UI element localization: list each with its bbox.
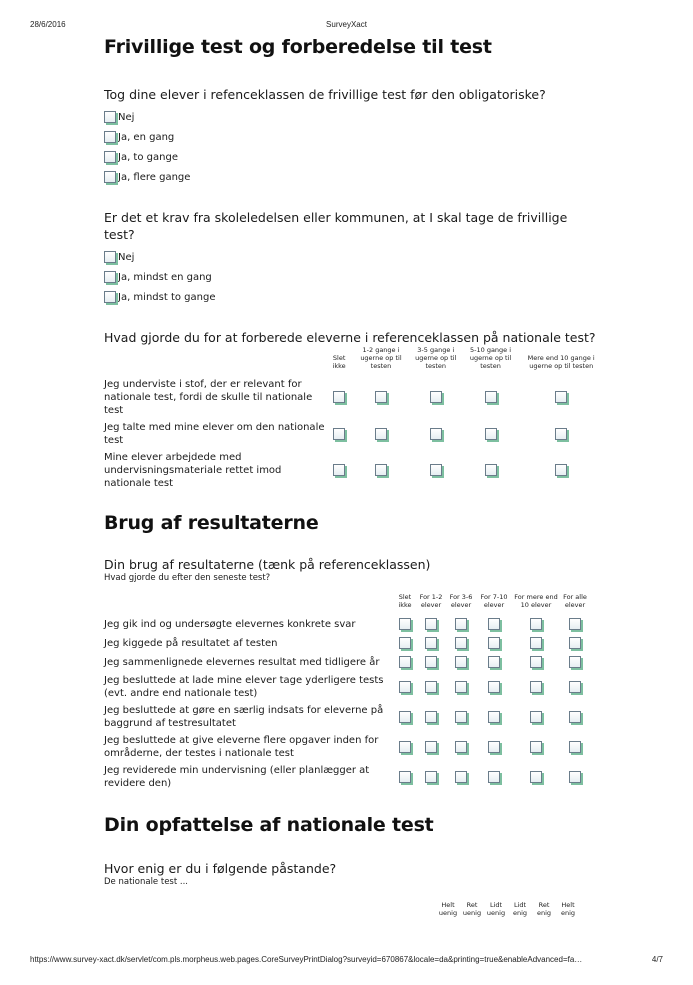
- checkbox[interactable]: [104, 271, 116, 283]
- row-label: Mine elever arbejdede med undervisningsmateriale rettet imod nationale test: [104, 452, 282, 489]
- checkbox[interactable]: [455, 637, 467, 649]
- table-row: [104, 449, 604, 492]
- checkbox[interactable]: [455, 681, 467, 693]
- checkbox[interactable]: [485, 428, 497, 440]
- checkbox[interactable]: [485, 464, 497, 476]
- question-brug-sub: Hvad gjorde du efter den seneste test?: [104, 573, 271, 583]
- checkbox[interactable]: [425, 656, 437, 668]
- checkbox[interactable]: [333, 428, 345, 440]
- row-label: Jeg besluttede at give eleverne flere opgaver inden for områderne, der testes i nationale test: [104, 735, 379, 759]
- option-row[interactable]: [104, 147, 604, 167]
- table-row: [104, 732, 590, 762]
- section-title-opfattelse: Din opfattelse af nationale test: [104, 814, 434, 836]
- checkbox[interactable]: [530, 741, 542, 753]
- checkbox[interactable]: [425, 741, 437, 753]
- column-header: For 7-10 elever: [480, 593, 508, 609]
- checkbox[interactable]: [488, 681, 500, 693]
- checkbox[interactable]: [455, 711, 467, 723]
- option-row[interactable]: [104, 127, 604, 147]
- survey-content: [104, 36, 604, 923]
- checkbox[interactable]: [430, 391, 442, 403]
- brug-grid: [104, 593, 590, 792]
- checkbox[interactable]: [569, 711, 581, 723]
- option-label: Ja, mindst en gang: [118, 271, 212, 283]
- checkbox[interactable]: [104, 171, 116, 183]
- table-row: [104, 653, 590, 672]
- grid-corner: [104, 901, 436, 923]
- checkbox[interactable]: [555, 391, 567, 403]
- checkbox[interactable]: [555, 428, 567, 440]
- checkbox[interactable]: [425, 771, 437, 783]
- table-row: [104, 702, 590, 732]
- column-header: Mere end 10 gange i ugerne op til testen: [527, 354, 595, 370]
- column-header: Lidt enig: [512, 901, 528, 917]
- checkbox[interactable]: [488, 771, 500, 783]
- option-row[interactable]: [104, 167, 604, 187]
- checkbox[interactable]: [430, 428, 442, 440]
- checkbox[interactable]: [530, 656, 542, 668]
- checkbox[interactable]: [104, 251, 116, 263]
- checkbox[interactable]: [569, 618, 581, 630]
- checkbox[interactable]: [425, 681, 437, 693]
- row-label: Jeg kiggede på resultatet af testen: [104, 638, 278, 649]
- checkbox[interactable]: [488, 637, 500, 649]
- checkbox[interactable]: [488, 711, 500, 723]
- row-label: Jeg sammenlignede elevernes resultat med tidligere år: [104, 657, 380, 668]
- column-header: Slet ikke: [398, 593, 412, 609]
- checkbox[interactable]: [455, 618, 467, 630]
- checkbox[interactable]: [530, 681, 542, 693]
- grid-corner: [104, 593, 394, 615]
- checkbox[interactable]: [485, 391, 497, 403]
- question-brug: Din brug af resultaterne (tænk på referenceklassen): [104, 557, 431, 572]
- column-header: Helt uenig: [438, 901, 458, 917]
- checkbox[interactable]: [455, 741, 467, 753]
- checkbox[interactable]: [333, 391, 345, 403]
- checkbox[interactable]: [569, 656, 581, 668]
- checkbox[interactable]: [425, 618, 437, 630]
- column-header: For alle elever: [563, 593, 587, 609]
- checkbox[interactable]: [399, 637, 411, 649]
- option-row[interactable]: [104, 247, 604, 267]
- enig-grid: [104, 901, 580, 923]
- option-row[interactable]: [104, 267, 604, 287]
- option-row[interactable]: [104, 107, 604, 127]
- column-header: For 3-6 elever: [449, 593, 473, 609]
- print-title: SurveyXact: [326, 20, 367, 29]
- checkbox[interactable]: [488, 741, 500, 753]
- section-title-frivillige: Frivillige test og forberedelse til test: [104, 36, 492, 58]
- column-header: Ret enig: [536, 901, 552, 917]
- options-frivillige-test: [104, 107, 604, 187]
- column-header: For 1-2 elever: [419, 593, 443, 609]
- forberedelse-grid: [104, 346, 604, 492]
- row-label: Jeg reviderede min undervisning (eller planlægger at revidere den): [104, 765, 370, 789]
- checkbox[interactable]: [399, 711, 411, 723]
- question-enig-sub: De nationale test ...: [104, 877, 188, 887]
- option-label: Ja, mindst to gange: [118, 291, 216, 303]
- grid-corner: [104, 346, 325, 376]
- question-krav: Er det et krav fra skoleledelsen eller kommunen, at I skal tage de frivillige test?: [104, 210, 568, 242]
- option-row[interactable]: [104, 287, 604, 307]
- checkbox[interactable]: [530, 637, 542, 649]
- checkbox[interactable]: [530, 711, 542, 723]
- checkbox[interactable]: [333, 464, 345, 476]
- checkbox[interactable]: [399, 771, 411, 783]
- checkbox[interactable]: [569, 681, 581, 693]
- table-row: [104, 615, 590, 634]
- option-label: Ja, flere gange: [118, 171, 191, 183]
- row-label: Jeg besluttede at lade mine elever tage yderligere tests (evt. andre end nationale test): [104, 675, 384, 699]
- column-header: 3-5 gange i ugerne op til testen: [415, 346, 457, 370]
- question-enig: Hvor enig er du i følgende påstande?: [104, 861, 337, 876]
- checkbox[interactable]: [399, 681, 411, 693]
- checkbox[interactable]: [530, 771, 542, 783]
- checkbox[interactable]: [455, 656, 467, 668]
- checkbox[interactable]: [399, 618, 411, 630]
- row-label: Jeg besluttede at gøre en særlig indsats for eleverne på baggrund af testresultatet: [104, 705, 384, 729]
- option-label: Nej: [118, 251, 135, 263]
- table-row: [104, 376, 604, 419]
- checkbox[interactable]: [399, 741, 411, 753]
- option-label: Nej: [118, 111, 135, 123]
- column-header: Ret uenig: [462, 901, 482, 917]
- checkbox[interactable]: [569, 771, 581, 783]
- question-forberedelse: Hvad gjorde du for at forberede eleverne i referenceklassen på nationale test?: [104, 330, 596, 345]
- column-header: 1-2 gange i ugerne op til testen: [360, 346, 402, 370]
- checkbox[interactable]: [104, 291, 116, 303]
- checkbox[interactable]: [488, 618, 500, 630]
- table-row: [104, 672, 590, 702]
- checkbox[interactable]: [569, 741, 581, 753]
- checkbox[interactable]: [530, 618, 542, 630]
- checkbox[interactable]: [425, 637, 437, 649]
- options-krav: [104, 247, 604, 307]
- checkbox[interactable]: [399, 656, 411, 668]
- option-label: Ja, en gang: [118, 131, 175, 143]
- table-row: [104, 634, 590, 653]
- question-frivillige-test: Tog dine elever i refenceklassen de frivillige test før den obligatoriske?: [104, 87, 546, 102]
- checkbox[interactable]: [375, 464, 387, 476]
- checkbox[interactable]: [104, 111, 116, 123]
- print-date: 28/6/2016: [30, 20, 66, 29]
- checkbox[interactable]: [569, 637, 581, 649]
- checkbox[interactable]: [375, 428, 387, 440]
- column-header: Lidt uenig: [486, 901, 506, 917]
- row-label: Jeg underviste i stof, der er relevant for nationale test, fordi de skulle til nationale test: [104, 379, 313, 416]
- option-label: Ja, to gange: [118, 151, 178, 163]
- print-url: https://www.survey-xact.dk/servlet/com.pls.morpheus.web.pages.CoreSurveyPrintDialog?surveyid=670867&locale=da&printing=true&enableAdvanced=fa…: [30, 955, 583, 964]
- checkbox[interactable]: [104, 151, 116, 163]
- section-title-brug: Brug af resultaterne: [104, 512, 319, 534]
- checkbox[interactable]: [488, 656, 500, 668]
- page-number: 4/7: [651, 955, 663, 964]
- column-header: Slet ikke: [332, 354, 346, 370]
- table-row: [104, 762, 590, 792]
- table-row: [104, 419, 604, 449]
- checkbox[interactable]: [104, 131, 116, 143]
- checkbox[interactable]: [425, 711, 437, 723]
- column-header: For mere end 10 elever: [514, 593, 558, 609]
- checkbox[interactable]: [430, 464, 442, 476]
- checkbox[interactable]: [375, 391, 387, 403]
- checkbox[interactable]: [455, 771, 467, 783]
- checkbox[interactable]: [555, 464, 567, 476]
- row-label: Jeg gik ind og undersøgte elevernes konkrete svar: [104, 619, 356, 630]
- column-header: Helt enig: [560, 901, 576, 917]
- row-label: Jeg talte med mine elever om den nationale test: [104, 422, 325, 446]
- column-header: 5-10 gange i ugerne op til testen: [469, 346, 512, 370]
